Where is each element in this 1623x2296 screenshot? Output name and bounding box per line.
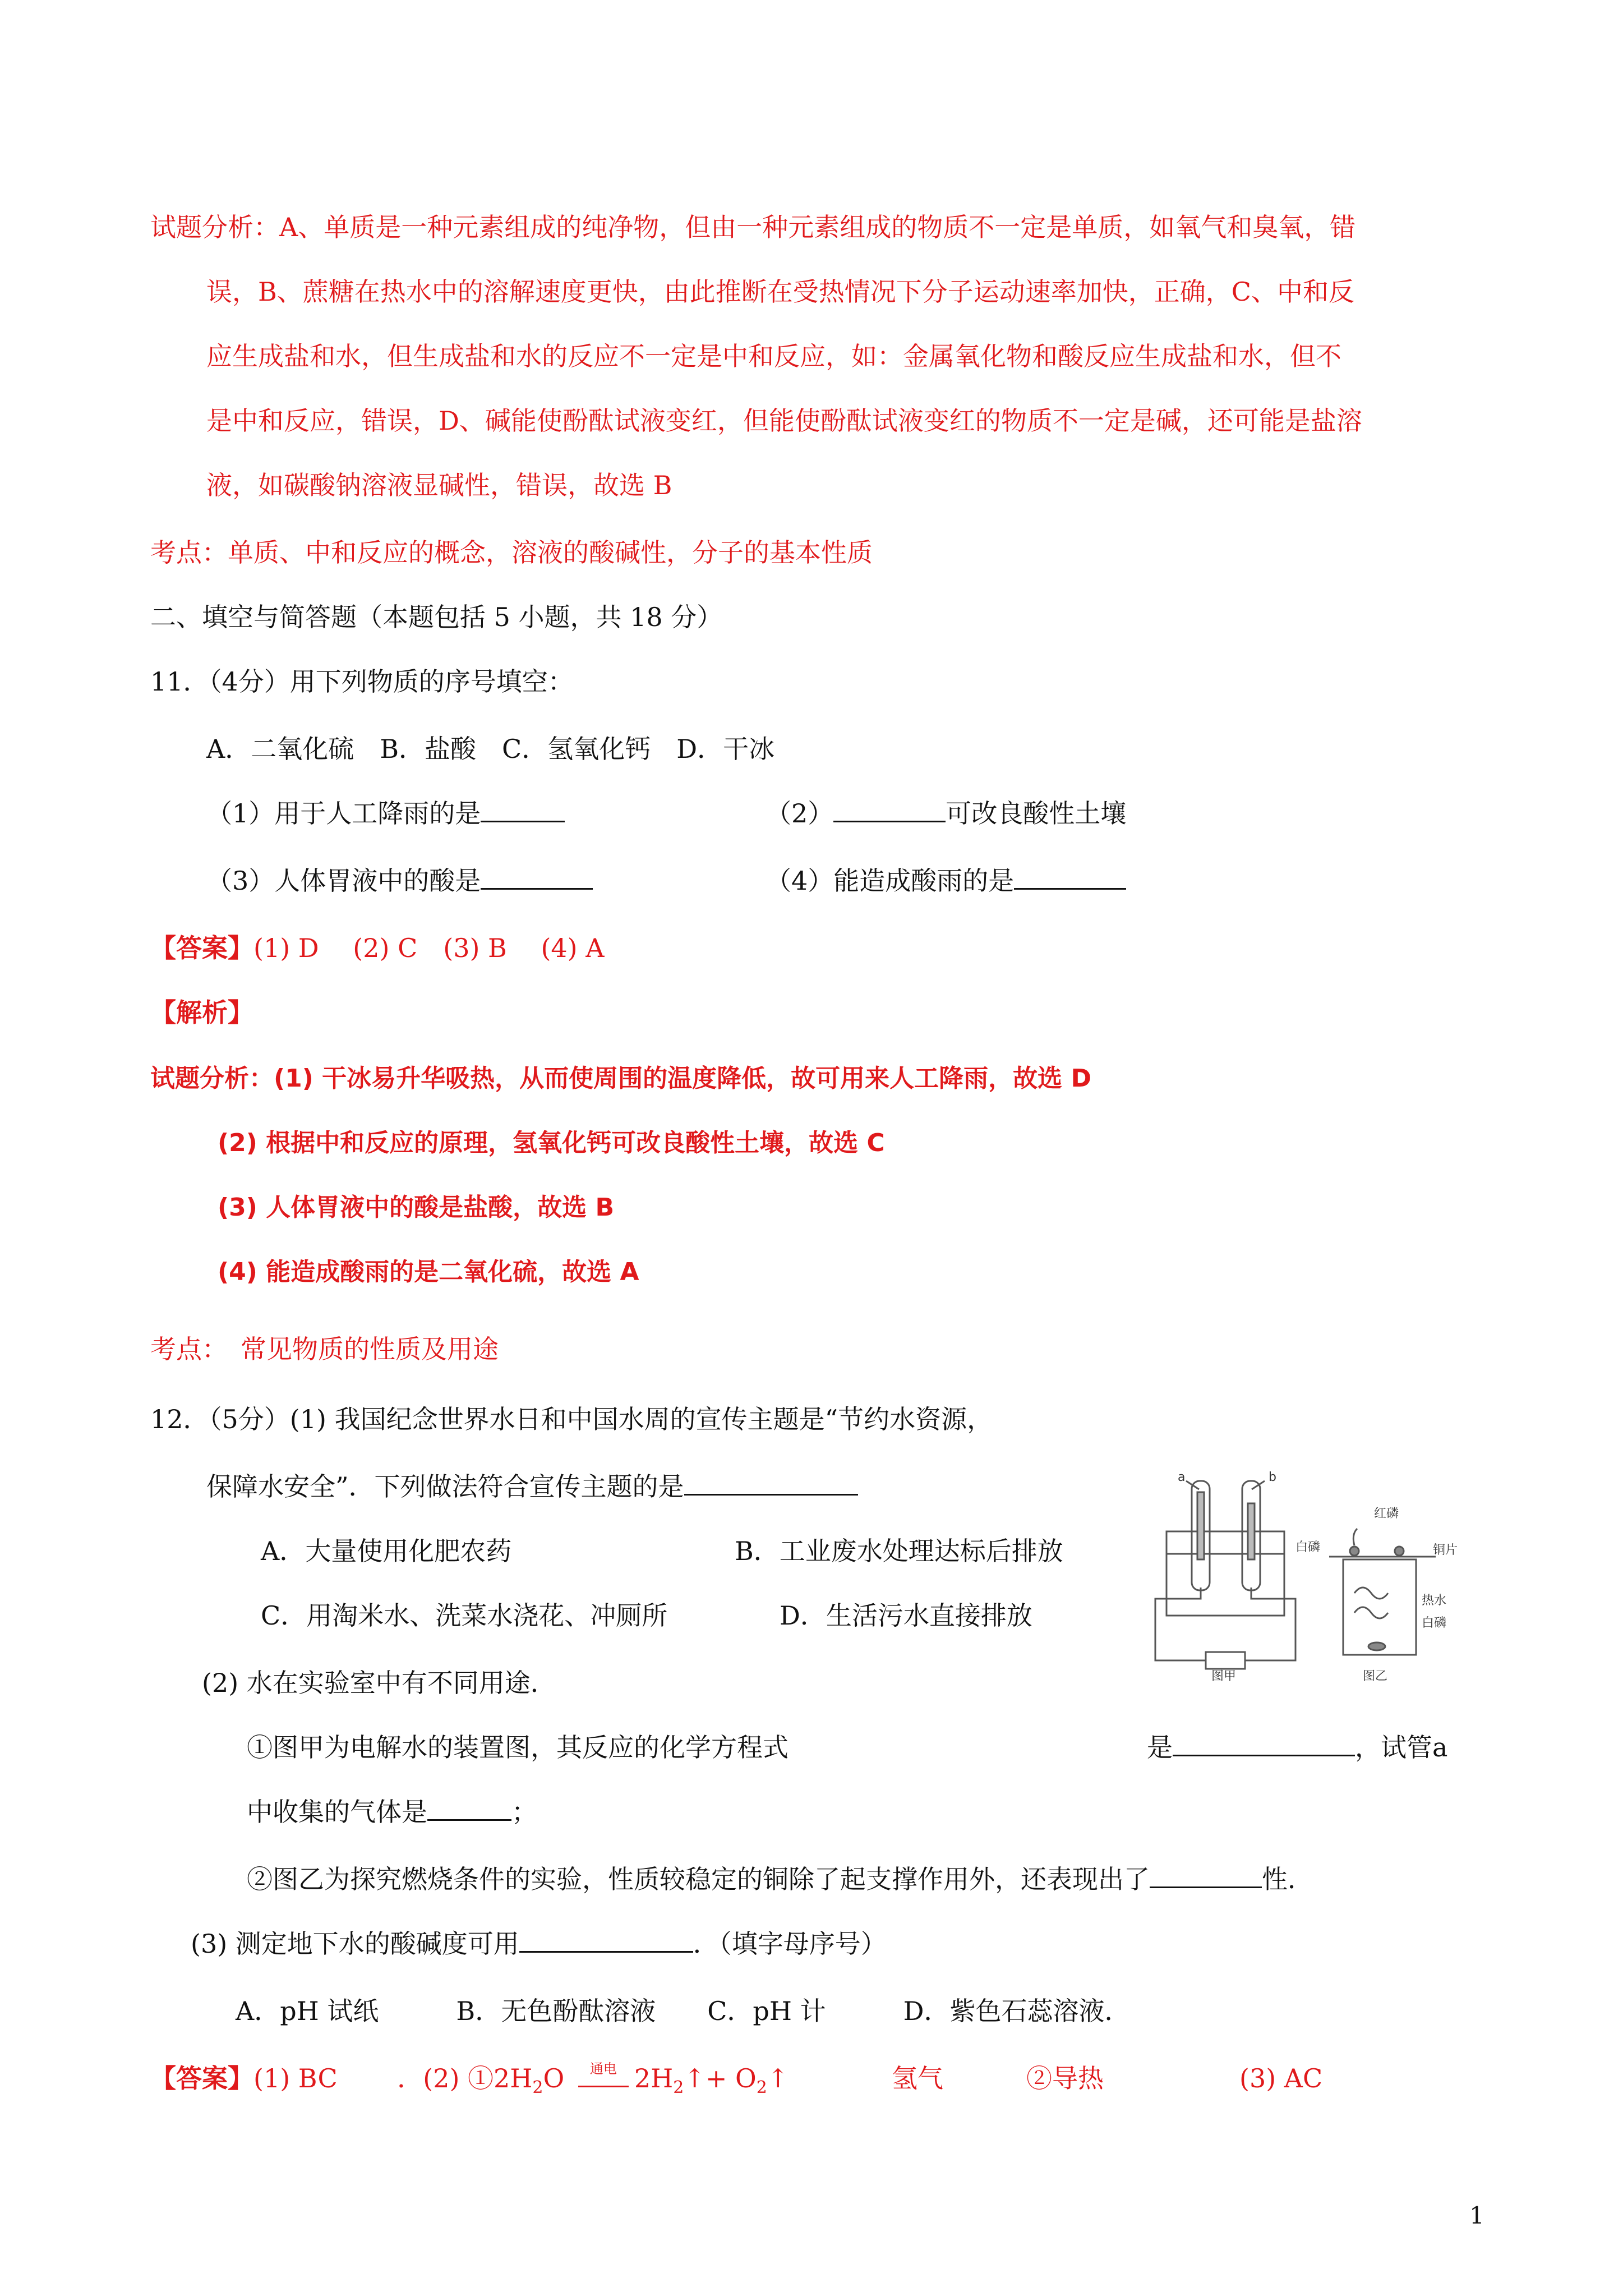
q11-jiexi-tag: 【解析】 [150,997,253,1028]
q11-stem: 11．（4分）用下列物质的序号填空： [150,666,574,697]
answer-blank[interactable] [427,1797,511,1821]
answer-blank[interactable] [684,1471,858,1496]
q11-part2-prefix: （2） [766,798,834,829]
section-title: 二、填空与简答题（本题包括 5 小题，共 18 分） [150,602,723,632]
experiment-figure [1144,1458,1458,1683]
page-number: 1 [1469,2202,1484,2229]
reaction-condition [573,2061,634,2087]
q12-answer-hydrogen: 氢气 [892,2063,943,2093]
q12-option-b: B．工业废水处理达标后排放 [735,1536,1063,1566]
answer-blank[interactable] [1150,1864,1262,1888]
subscript: 2 [532,2078,543,2098]
label-hot-water: 热水 [1422,1594,1447,1608]
q11-part1 [206,797,565,830]
q12-answer-up: ↑ [767,2063,789,2093]
q12-answer-h2: 2H [634,2063,674,2093]
answer-blank[interactable] [481,866,593,890]
q12-option-a: A．大量使用化肥农药 [261,1536,512,1566]
q12-part3-end: ．（填字母序号） [693,1929,887,1959]
q12-part2-1-shi: 是 [1147,1732,1173,1763]
analysis10-line3: 应生成盐和水，但生成盐和水的反应不一定是中和反应，如：金属氧化物和酸反应生成盐和水，但不 [206,341,1341,371]
label-white-phosphorus-top: 白磷 [1295,1540,1321,1554]
label-red-phosphorus: 红磷 [1374,1507,1399,1521]
analysis10-line2: 误，B、蔗糖在热水中的溶解速度更快，由此推断在受热情况下分子运动速率加快，正确，C、中和反 [206,277,1354,307]
condition-label: 通电 [589,2061,617,2077]
q12-answer-o: O [543,2063,565,2093]
q12-stem-line2 [206,1470,858,1503]
q12-stem-text: 保障水安全”．下列做法符合宣传主题的是 [206,1471,684,1502]
q11-analysis-line3: (3) 人体胃液中的酸是盐酸，故选 B [218,1193,615,1222]
analysis10-line4: 是中和反应，错误，D、碱能使酚酞试液变红，但能使酚酞试液变红的物质不一定是碱，还可能是盐溶 [206,406,1362,436]
q11-answer [150,931,604,965]
analysis10-line5: 液，如碳酸钠溶液显碱性，错误，故选 B [206,470,672,500]
analysis10-kaodian: 考点：单质、中和反应的概念，溶液的酸碱性，分子的基本性质 [150,537,873,568]
answer-tag: 【答案】 [150,2063,253,2093]
subscript: 2 [756,2078,767,2098]
q11-options: A．二氧化硫 B．盐酸 C．氢氧化钙 D．干冰 [206,734,775,764]
q12-part2-1: ①图甲为电解水的装置图，其反应的化学方程式 [247,1732,789,1763]
answer-blank[interactable] [1173,1732,1355,1756]
q11-analysis-line1: 试题分析：(1) 干冰易升华吸热，从而使周围的温度降低，故可用来人工降雨，故选 D [150,1064,1091,1093]
caption-jia: 图甲 [1211,1669,1237,1683]
q11-answer-text: (1) D (2) C (3) B (4) A [253,933,605,963]
q12-gas-end: ； [511,1797,537,1827]
q12-answer-3: (3) AC [1239,2063,1323,2093]
q12-part3 [191,1927,887,1961]
q12-part3-options: A．pH 试纸 B．无色酚酞溶液 C．pH 计 D．紫色石蕊溶液． [236,1996,1131,2026]
q11-analysis-line2: (2) 根据中和反应的原理，氢氧化钙可改良酸性土壤，故选 C [218,1129,885,1157]
q12-option-d: D．生活污水直接排放 [780,1600,1032,1631]
answer-tag: 【答案】 [150,933,253,963]
combustion-apparatus [1329,1529,1436,1655]
label-b: b [1269,1470,1276,1484]
q12-part3-text: (3) 测定地下水的酸碱度可用 [191,1929,519,1959]
q12-part2-2 [247,1862,1313,1896]
q11-part2 [766,797,1126,830]
q12-answer-heat: ②导热 [1026,2063,1104,2093]
q12-option-c: C．用淘米水、洗菜水浇花、冲厕所 [261,1600,668,1631]
answer-blank[interactable] [519,1929,693,1953]
q11-part3 [206,864,593,898]
q12-copper-text: ②图乙为探究燃烧条件的实验，性质较稳定的铜除了起支撑作用外，还表现出了 [247,1864,1150,1894]
q12-answer-part1: (1) BC ．(2) ①2H [253,2063,533,2093]
q12-answer-o2: ↑+ O [684,2063,757,2093]
subscript: 2 [673,2078,684,2098]
label-copper-sheet: 铜片 [1433,1543,1458,1557]
q12-copper-end: 性． [1262,1864,1313,1894]
label-white-phosphorus-bottom: 白磷 [1422,1616,1447,1630]
q12-part2: (2) 水在实验室中有不同用途． [202,1668,556,1698]
q11-analysis-line4: (4) 能造成酸雨的是二氧化硫，故选 A [218,1258,639,1286]
q12-answer [150,2062,789,2105]
q11-part4 [766,864,1126,898]
electrolysis-apparatus [1155,1481,1295,1669]
q11-part2-suffix: 可改良酸性土壤 [946,798,1127,829]
caption-yi: 图乙 [1363,1669,1388,1683]
q11-part4-text: （4）能造成酸雨的是 [766,866,1015,896]
q11-part1-text: （1）用于人工降雨的是 [206,798,481,829]
answer-blank[interactable] [1014,866,1126,890]
label-a: a [1178,1470,1186,1484]
q12-gas-text: 中收集的气体是 [247,1797,427,1827]
answer-blank[interactable] [481,798,565,822]
q11-kaodian: 考点： 常见物质的性质及用途 [150,1334,499,1364]
analysis10-line1: 试题分析：A、单质是一种元素组成的纯净物，但由一种元素组成的物质不一定是单质，如氧气和臭氧，错 [150,212,1356,242]
q12-part2-1-tube: ，试管a [1355,1732,1448,1763]
q12-part2-1-gas [247,1795,537,1829]
answer-blank[interactable] [833,798,946,822]
q12-stem-line1: 12．（5分）(1) 我国纪念世界水日和中国水周的宣传主题是“节约水资源， [150,1404,993,1434]
q12-part2-1-blank [1147,1731,1447,1764]
q11-part3-text: （3）人体胃液中的酸是 [206,866,481,896]
